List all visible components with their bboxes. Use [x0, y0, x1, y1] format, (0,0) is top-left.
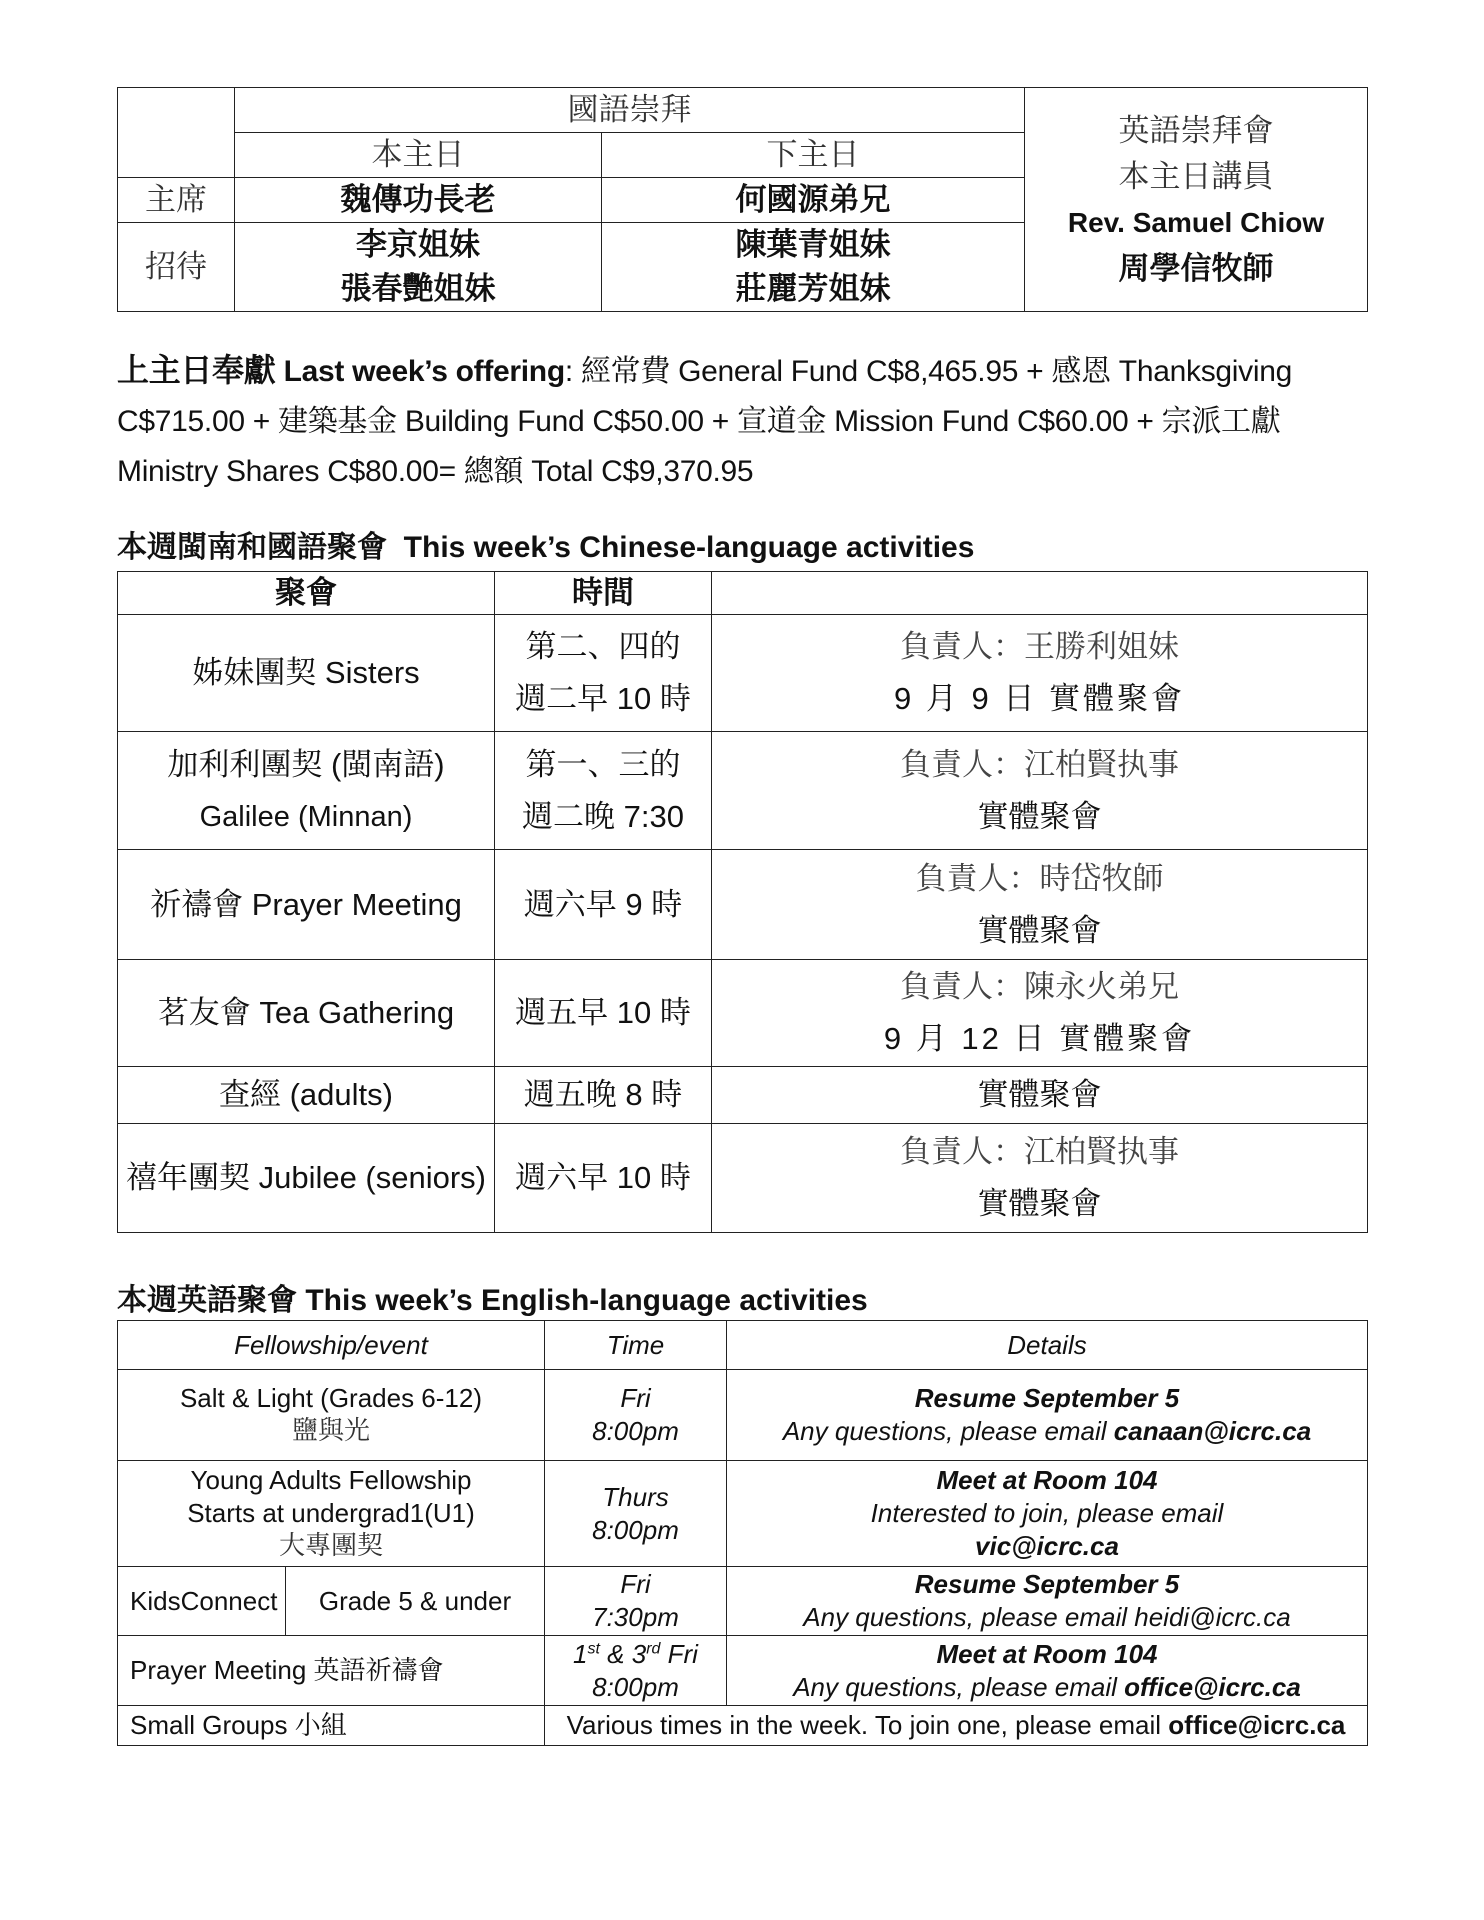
time-line: 7:30pm	[592, 1602, 679, 1632]
chair-next-sunday: 何國源弟兄	[602, 178, 1025, 223]
grade-cell: Grade 5 & under	[286, 1567, 545, 1636]
details-cell	[712, 1124, 1368, 1233]
leader-line: 負責人：時岱牧師	[915, 860, 1164, 896]
time-part: & 3	[599, 1638, 647, 1669]
table-row	[118, 1124, 1368, 1233]
event-name-zh: 大專團契	[278, 1531, 383, 1561]
time-line: 第二、四的	[525, 629, 681, 664]
en-table-header	[118, 1321, 1368, 1370]
leader-line: 負責人：陳永火弟兄	[900, 969, 1179, 1004]
meeting-line: Galilee (Minnan)	[199, 800, 413, 833]
time-cell: 週六早 10 時	[495, 1124, 712, 1233]
meeting-cell	[118, 732, 495, 850]
time-line: 第一、三的	[525, 746, 681, 782]
speaker-name-zh: 周學信牧師	[1118, 250, 1274, 286]
offering-title-en: Last week’s offering	[283, 355, 565, 388]
detail-headline: Meet at Room 104	[936, 1465, 1158, 1495]
details-cell	[712, 960, 1368, 1067]
time-line	[545, 1638, 726, 1671]
table-row	[118, 1461, 1368, 1567]
table-row	[118, 1706, 1368, 1746]
time-cell: 週五早 10 時	[495, 960, 712, 1067]
leader-line: 負責人：江柏賢执事	[900, 746, 1179, 782]
event-subtitle: Starts at undergrad1(U1)	[187, 1498, 475, 1528]
chinese-activities-table	[117, 571, 1368, 1233]
offering-title-zh: 上主日奉獻	[117, 352, 276, 388]
chinese-activities-heading: 本週閩南和國語聚會 This week’s Chinese-language activities	[117, 531, 975, 564]
email-link[interactable]: canaan@icrc.ca	[1113, 1416, 1312, 1446]
details-cell	[727, 1567, 1368, 1636]
usher-next-sunday	[602, 223, 1025, 312]
time-cell	[545, 1636, 727, 1706]
detail-text: Various times in the week. To join one, please email	[566, 1710, 1169, 1740]
time-line: Fri	[620, 1569, 651, 1599]
detail-text: Interested to join, please email	[870, 1498, 1224, 1528]
col-time: 時間	[495, 572, 712, 615]
leader-line: 負責人：王勝利姐妹	[900, 629, 1179, 664]
details-cell	[727, 1370, 1368, 1461]
details-cell	[545, 1706, 1368, 1746]
usher-next-1: 陳葉青姐妹	[735, 227, 891, 262]
detail-text-lead: Any questions, please email	[782, 1416, 1114, 1446]
event-cell	[118, 1461, 545, 1567]
status-line: 實體聚會	[977, 912, 1102, 948]
table-row	[118, 1567, 1368, 1636]
details-cell	[727, 1636, 1368, 1706]
details-cell	[712, 850, 1368, 960]
time-line: Thurs	[602, 1481, 669, 1512]
meeting-cell: 禧年團契 Jubilee (seniors)	[118, 1124, 495, 1233]
details-cell	[712, 732, 1368, 850]
detail-text-lead: Any questions, please email	[793, 1671, 1125, 1702]
time-sup: st	[587, 1639, 600, 1657]
next-sunday-header: 下主日	[602, 133, 1025, 178]
time-line: Fri	[620, 1383, 651, 1413]
table-row	[118, 850, 1368, 960]
meeting-line: 加利利團契 (閩南語)	[167, 746, 445, 782]
email-link[interactable]: office@icrc.ca	[1124, 1671, 1301, 1702]
time-cell: 週六早 9 時	[495, 850, 712, 960]
col-details: Details	[727, 1321, 1368, 1370]
usher-this-2: 張春艷姐妹	[340, 271, 496, 306]
this-sunday-header: 本主日	[235, 133, 602, 178]
time-cell	[545, 1567, 727, 1636]
details-cell: 實體聚會	[712, 1067, 1368, 1124]
english-worship-speaker-cell	[1025, 88, 1368, 312]
time-line: 8:00pm	[592, 1671, 679, 1702]
col-event: Fellowship/event	[118, 1321, 545, 1370]
time-sup: rd	[646, 1639, 661, 1657]
cn-table-header	[118, 572, 1368, 615]
offering-line-3: Ministry Shares C$80.00= 總額 Total C$9,370.95	[117, 455, 754, 488]
email-link[interactable]: vic@icrc.ca	[975, 1531, 1119, 1561]
english-activities-heading: 本週英語聚會 This week’s English-language activities	[117, 1284, 868, 1317]
event-cell: Small Groups 小組	[118, 1706, 545, 1746]
status-line: 9 月 12 日 實體聚會	[883, 1021, 1196, 1056]
chair-this-sunday: 魏傳功長老	[235, 178, 602, 223]
table-row	[118, 960, 1368, 1067]
meeting-cell: 姊妹團契 Sisters	[118, 615, 495, 732]
status-line: 實體聚會	[977, 1186, 1102, 1221]
event-name-zh: 鹽與光	[291, 1416, 370, 1446]
event-cell	[118, 1370, 545, 1461]
detail-text: Any questions, please email heidi@icrc.ca	[803, 1602, 1291, 1632]
table-row	[118, 1636, 1368, 1706]
time-line: 週二早 10 時	[515, 681, 691, 716]
mandarin-worship-header: 國語崇拜	[235, 88, 1025, 133]
time-cell	[545, 1370, 727, 1461]
status-line: 實體聚會	[977, 798, 1102, 834]
event-cell: KidsConnect	[118, 1567, 286, 1636]
chair-label: 主席	[118, 178, 235, 223]
table-row	[118, 732, 1368, 850]
detail-text	[727, 1671, 1367, 1704]
offering-paragraph	[117, 345, 1367, 497]
detail-headline: Resume September 5	[914, 1569, 1180, 1599]
table-row	[118, 615, 1368, 732]
details-cell	[727, 1461, 1368, 1567]
detail-headline: Meet at Room 104	[936, 1638, 1158, 1669]
usher-this-sunday	[235, 223, 602, 312]
col-time: Time	[545, 1321, 727, 1370]
col-meeting: 聚會	[118, 572, 495, 615]
details-cell	[712, 615, 1368, 732]
meeting-cell: 茗友會 Tea Gathering	[118, 960, 495, 1067]
worship-schedule-table	[117, 87, 1368, 312]
table-row	[118, 1370, 1368, 1461]
english-worship-label: 英語崇拜會	[1118, 112, 1274, 149]
time-line: 8:00pm	[592, 1416, 679, 1446]
usher-next-2: 莊麗芳姐妹	[735, 271, 891, 306]
event-cell: Prayer Meeting 英語祈禱會	[118, 1636, 545, 1706]
event-name: Young Adults Fellowship	[190, 1465, 472, 1495]
english-activities-table	[117, 1320, 1368, 1746]
email-link[interactable]: office@icrc.ca	[1168, 1710, 1346, 1740]
meeting-cell: 祈禱會 Prayer Meeting	[118, 850, 495, 960]
meeting-cell: 查經 (adults)	[118, 1067, 495, 1124]
speaker-name-en: Rev. Samuel Chiow	[1067, 206, 1325, 238]
time-cell	[495, 732, 712, 850]
event-name: Salt & Light (Grades 6-12)	[179, 1383, 483, 1413]
time-line: 週二晚 7:30	[522, 798, 684, 834]
table-row	[118, 1067, 1368, 1124]
time-part: 1	[573, 1638, 588, 1669]
time-cell	[495, 615, 712, 732]
leader-line: 負責人：江柏賢执事	[900, 1134, 1179, 1169]
time-part: Fri	[660, 1638, 698, 1669]
corner-cell	[118, 88, 235, 178]
offering-line-1	[117, 345, 1367, 397]
usher-this-1: 李京姐妹	[356, 227, 480, 262]
status-line: 9 月 9 日 實體聚會	[894, 681, 1185, 716]
usher-label: 招待	[118, 223, 235, 312]
time-line: 8:00pm	[592, 1514, 679, 1545]
col-details	[712, 572, 1368, 615]
speaker-label: 本主日講員	[1118, 158, 1274, 195]
offering-line-1-rest: : 經常費 General Fund C$8,465.95 + 感恩 Thanksgiving	[564, 355, 1292, 388]
detail-text	[727, 1415, 1367, 1448]
offering-line-2: C$715.00 + 建築基金 Building Fund C$50.00 + 宣道金 Mission Fund C$60.00 + 宗派工獻	[117, 405, 1281, 438]
time-cell: 週五晚 8 時	[495, 1067, 712, 1124]
time-cell	[545, 1461, 727, 1567]
detail-headline: Resume September 5	[914, 1383, 1180, 1413]
